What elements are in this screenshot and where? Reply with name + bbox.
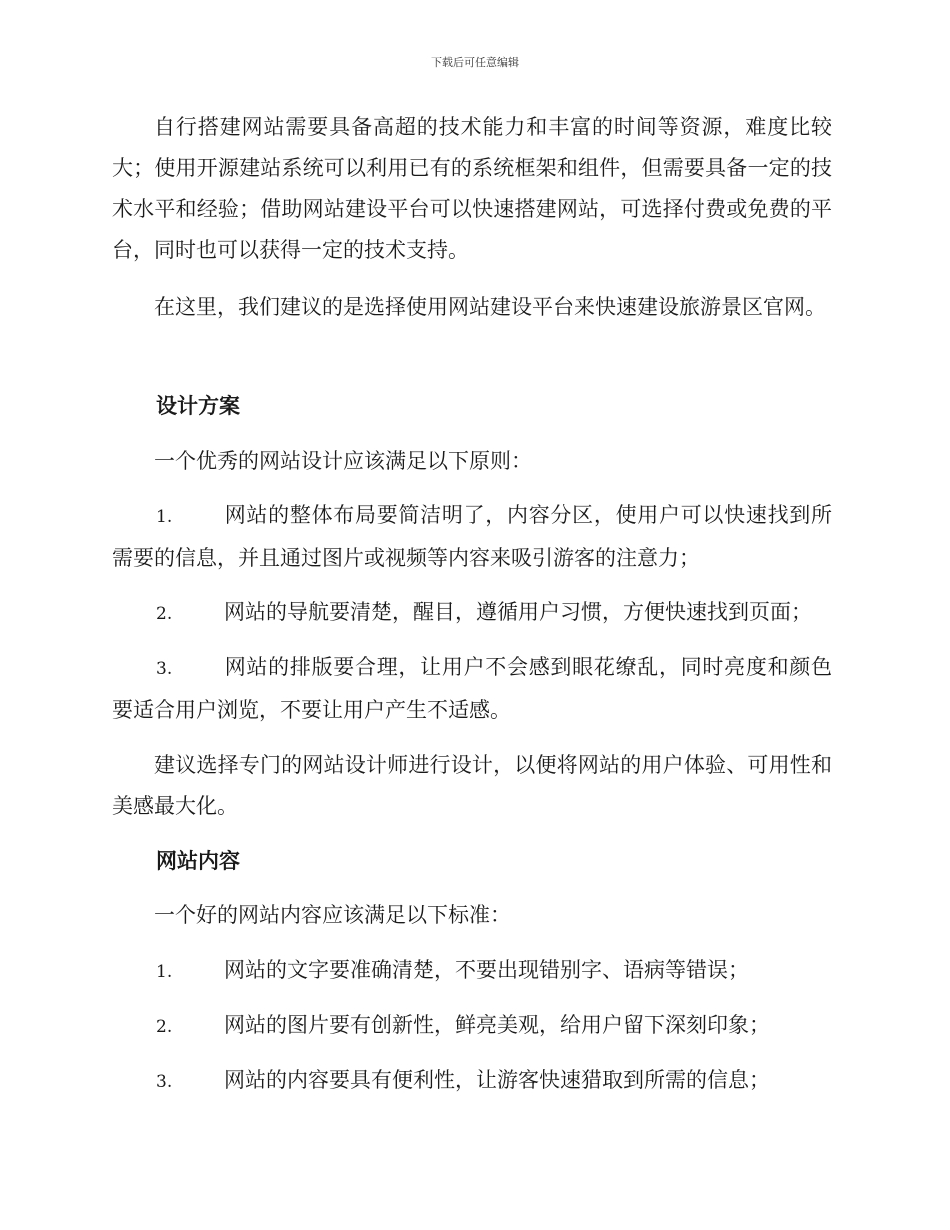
section-heading: 设计方案 (156, 394, 240, 418)
list-number: 3. (156, 1072, 173, 1092)
page-header: 下载后可任意编辑 (431, 56, 519, 69)
section-heading-content (112, 841, 832, 882)
list-item (112, 950, 832, 993)
list-text: 网站的图片要有创新性，鲜亮美观，给用户留下深刻印象； (224, 1013, 770, 1037)
list-text: 网站的文字要准确清楚，不要出现错别字、语病等错误； (224, 958, 749, 982)
list-number: 3. (156, 659, 173, 679)
list-text: 网站的内容要具有便利性，让游客快速猎取到所需的信息； (224, 1068, 770, 1092)
list-item (112, 592, 832, 635)
list-text: 网站的排版要合理，让用户不会感到眼花缭乱，同时亮度和颜色要适合用户浏览，不要让用户产生不适感。 (112, 655, 832, 722)
section-heading-design (112, 386, 832, 427)
list-text: 网站的导航要清楚，醒目，遵循用户习惯，方便快速找到页面； (224, 600, 812, 624)
list-number: 1. (156, 507, 173, 527)
paragraph-text: 一个优秀的网站设计应该满足以下原则： (154, 449, 532, 473)
list-number: 2. (156, 604, 173, 624)
paragraph-3 (112, 441, 832, 482)
paragraph-1 (112, 107, 832, 271)
paragraph-text: 在这里，我们建议的是选择使用网站建设平台来快速建设旅游景区官网。 (154, 295, 826, 319)
paragraph-4 (112, 745, 832, 827)
list-item (112, 1005, 832, 1048)
paragraph-text: 自行搭建网站需要具备高超的技术能力和丰富的时间等资源，难度比较大；使用开源建站系统可以利用已有的系统框架和组件，但需要具备一定的技术水平和经验；借助网站建设平台可以快速搭建网站，可选择付费或免费的平台，同时也可以获得一定的技术支持。 (112, 115, 832, 262)
list-item (112, 495, 832, 579)
list-item (112, 647, 832, 731)
list-number: 1. (156, 962, 173, 982)
list-number: 2. (156, 1017, 173, 1037)
section-heading: 网站内容 (156, 849, 240, 873)
paragraph-text: 建议选择专门的网站设计师进行设计，以便将网站的用户体验、可用性和美感最大化。 (112, 753, 832, 818)
paragraph-5 (112, 895, 832, 936)
paragraph-2 (112, 287, 832, 328)
list-text: 网站的整体布局要简洁明了，内容分区，使用户可以快速找到所需要的信息，并且通过图片或视频等内容来吸引游客的注意力； (112, 503, 832, 570)
paragraph-text: 一个好的网站内容应该满足以下标准： (154, 903, 511, 927)
list-item (112, 1060, 832, 1103)
